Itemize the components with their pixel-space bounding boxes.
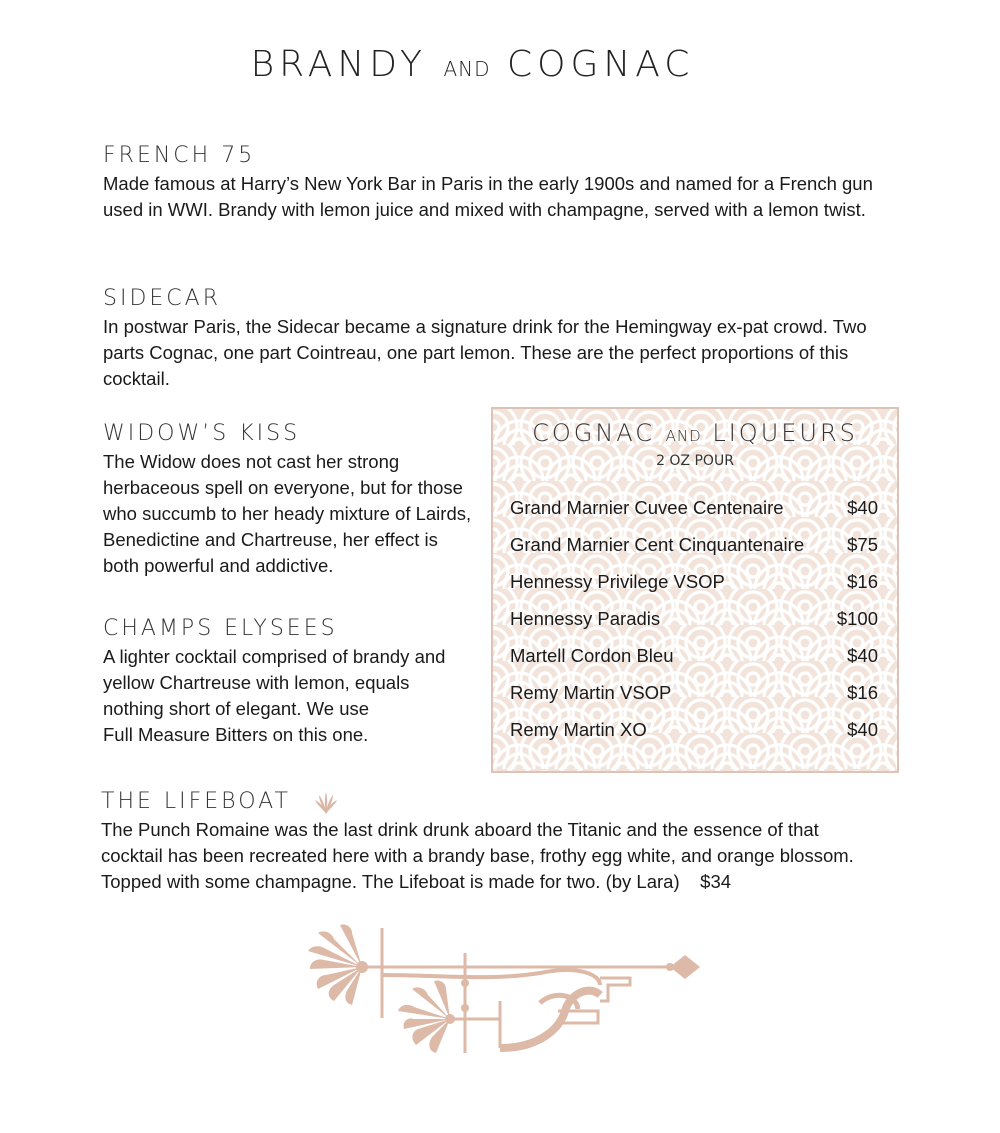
cocktail-name: CHAMPS ELYSEES xyxy=(103,616,338,641)
description-line: Full Measure Bitters on this one. xyxy=(103,724,369,745)
cocktail-french75 xyxy=(103,143,903,223)
cocktail-name: FRENCH 75 xyxy=(103,143,256,168)
box-title-part1: COGNAC xyxy=(532,419,656,447)
cocktail-widows-kiss xyxy=(103,421,478,579)
box-title xyxy=(493,419,897,447)
cocktail-description xyxy=(103,644,478,748)
description-line: A lighter cocktail comprised of brandy and xyxy=(103,646,446,667)
cognac-liqueurs-box xyxy=(491,407,899,773)
list-item xyxy=(510,608,878,645)
description-line: Topped with some champagne. The Lifeboat is made for two. (by Lara) $34 xyxy=(101,871,732,892)
palmette-icon xyxy=(313,791,339,815)
list-item xyxy=(510,682,878,719)
liqueur-name: Remy Martin XO xyxy=(510,719,647,740)
liqueur-name: Hennessy Privilege VSOP xyxy=(510,571,725,592)
page-title-part2: COGNAC xyxy=(506,44,695,85)
liqueur-price: $40 xyxy=(847,645,878,666)
list-item xyxy=(510,534,878,571)
liqueur-price: $40 xyxy=(847,719,878,740)
liqueur-price: $75 xyxy=(847,534,878,555)
cocktail-champs-elysees xyxy=(103,616,478,748)
description-line: cocktail has been recreated here with a brandy base, frothy egg white, and orange blossom. xyxy=(101,845,854,866)
list-item xyxy=(510,571,878,608)
description-line: The Punch Romaine was the last drink drunk aboard the Titanic and the essence of that xyxy=(101,819,819,840)
description-line: yellow Chartreuse with lemon, equals xyxy=(103,672,410,693)
pour-size: 2 OZ POUR xyxy=(656,453,734,469)
cocktail-name: THE LIFEBOAT xyxy=(101,789,291,814)
box-title-and: AND xyxy=(665,427,702,445)
description-line: nothing short of elegant. We use xyxy=(103,698,370,719)
liqueur-name: Remy Martin VSOP xyxy=(510,682,672,703)
liqueur-price: $16 xyxy=(847,571,878,592)
list-item xyxy=(510,645,878,682)
liqueur-price: $100 xyxy=(836,608,878,629)
liqueur-name: Grand Marnier Cuvee Centenaire xyxy=(510,497,784,518)
cocktail-description: The Widow does not cast her strong herbaceous spell on everyone, but for those who succumb to her heady mixture of Lairds, Benedictine and Chartreuse, her effect is both powerful and addictive. xyxy=(103,451,472,576)
cocktail-name: SIDECAR xyxy=(103,286,221,311)
cocktail-sidecar xyxy=(103,286,903,392)
page-title-and: AND xyxy=(443,57,491,81)
page-title-part1: BRANDY xyxy=(250,44,428,85)
list-item xyxy=(510,719,878,756)
art-deco-ornament-icon xyxy=(300,923,700,1058)
cocktail-description: Made famous at Harry’s New York Bar in Paris in the early 1900s and named for a French gun used in WWI. Brandy with lemon juice and mixed with champagne, served with a lemon twist. xyxy=(103,173,873,220)
liqueur-name: Hennessy Paradis xyxy=(510,608,661,629)
cocktail-name: WIDOW’S KISS xyxy=(103,421,301,446)
liqueur-name: Grand Marnier Cent Cinquantenaire xyxy=(510,534,805,555)
liqueur-name: Martell Cordon Bleu xyxy=(510,645,674,666)
liqueur-list xyxy=(510,497,878,756)
liqueur-price: $40 xyxy=(847,497,878,518)
liqueur-price: $16 xyxy=(847,682,878,703)
cocktail-description: In postwar Paris, the Sidecar became a signature drink for the Hemingway ex-pat crowd. Two parts Cognac, one part Cointreau, one part lemon. These are the perfect proportions of this cocktail. xyxy=(103,316,867,389)
list-item xyxy=(510,497,878,534)
cocktail-lifeboat xyxy=(101,789,921,895)
page-title xyxy=(0,44,945,85)
box-title-part2: LIQUEURS xyxy=(712,419,858,447)
cocktail-description xyxy=(101,817,921,895)
